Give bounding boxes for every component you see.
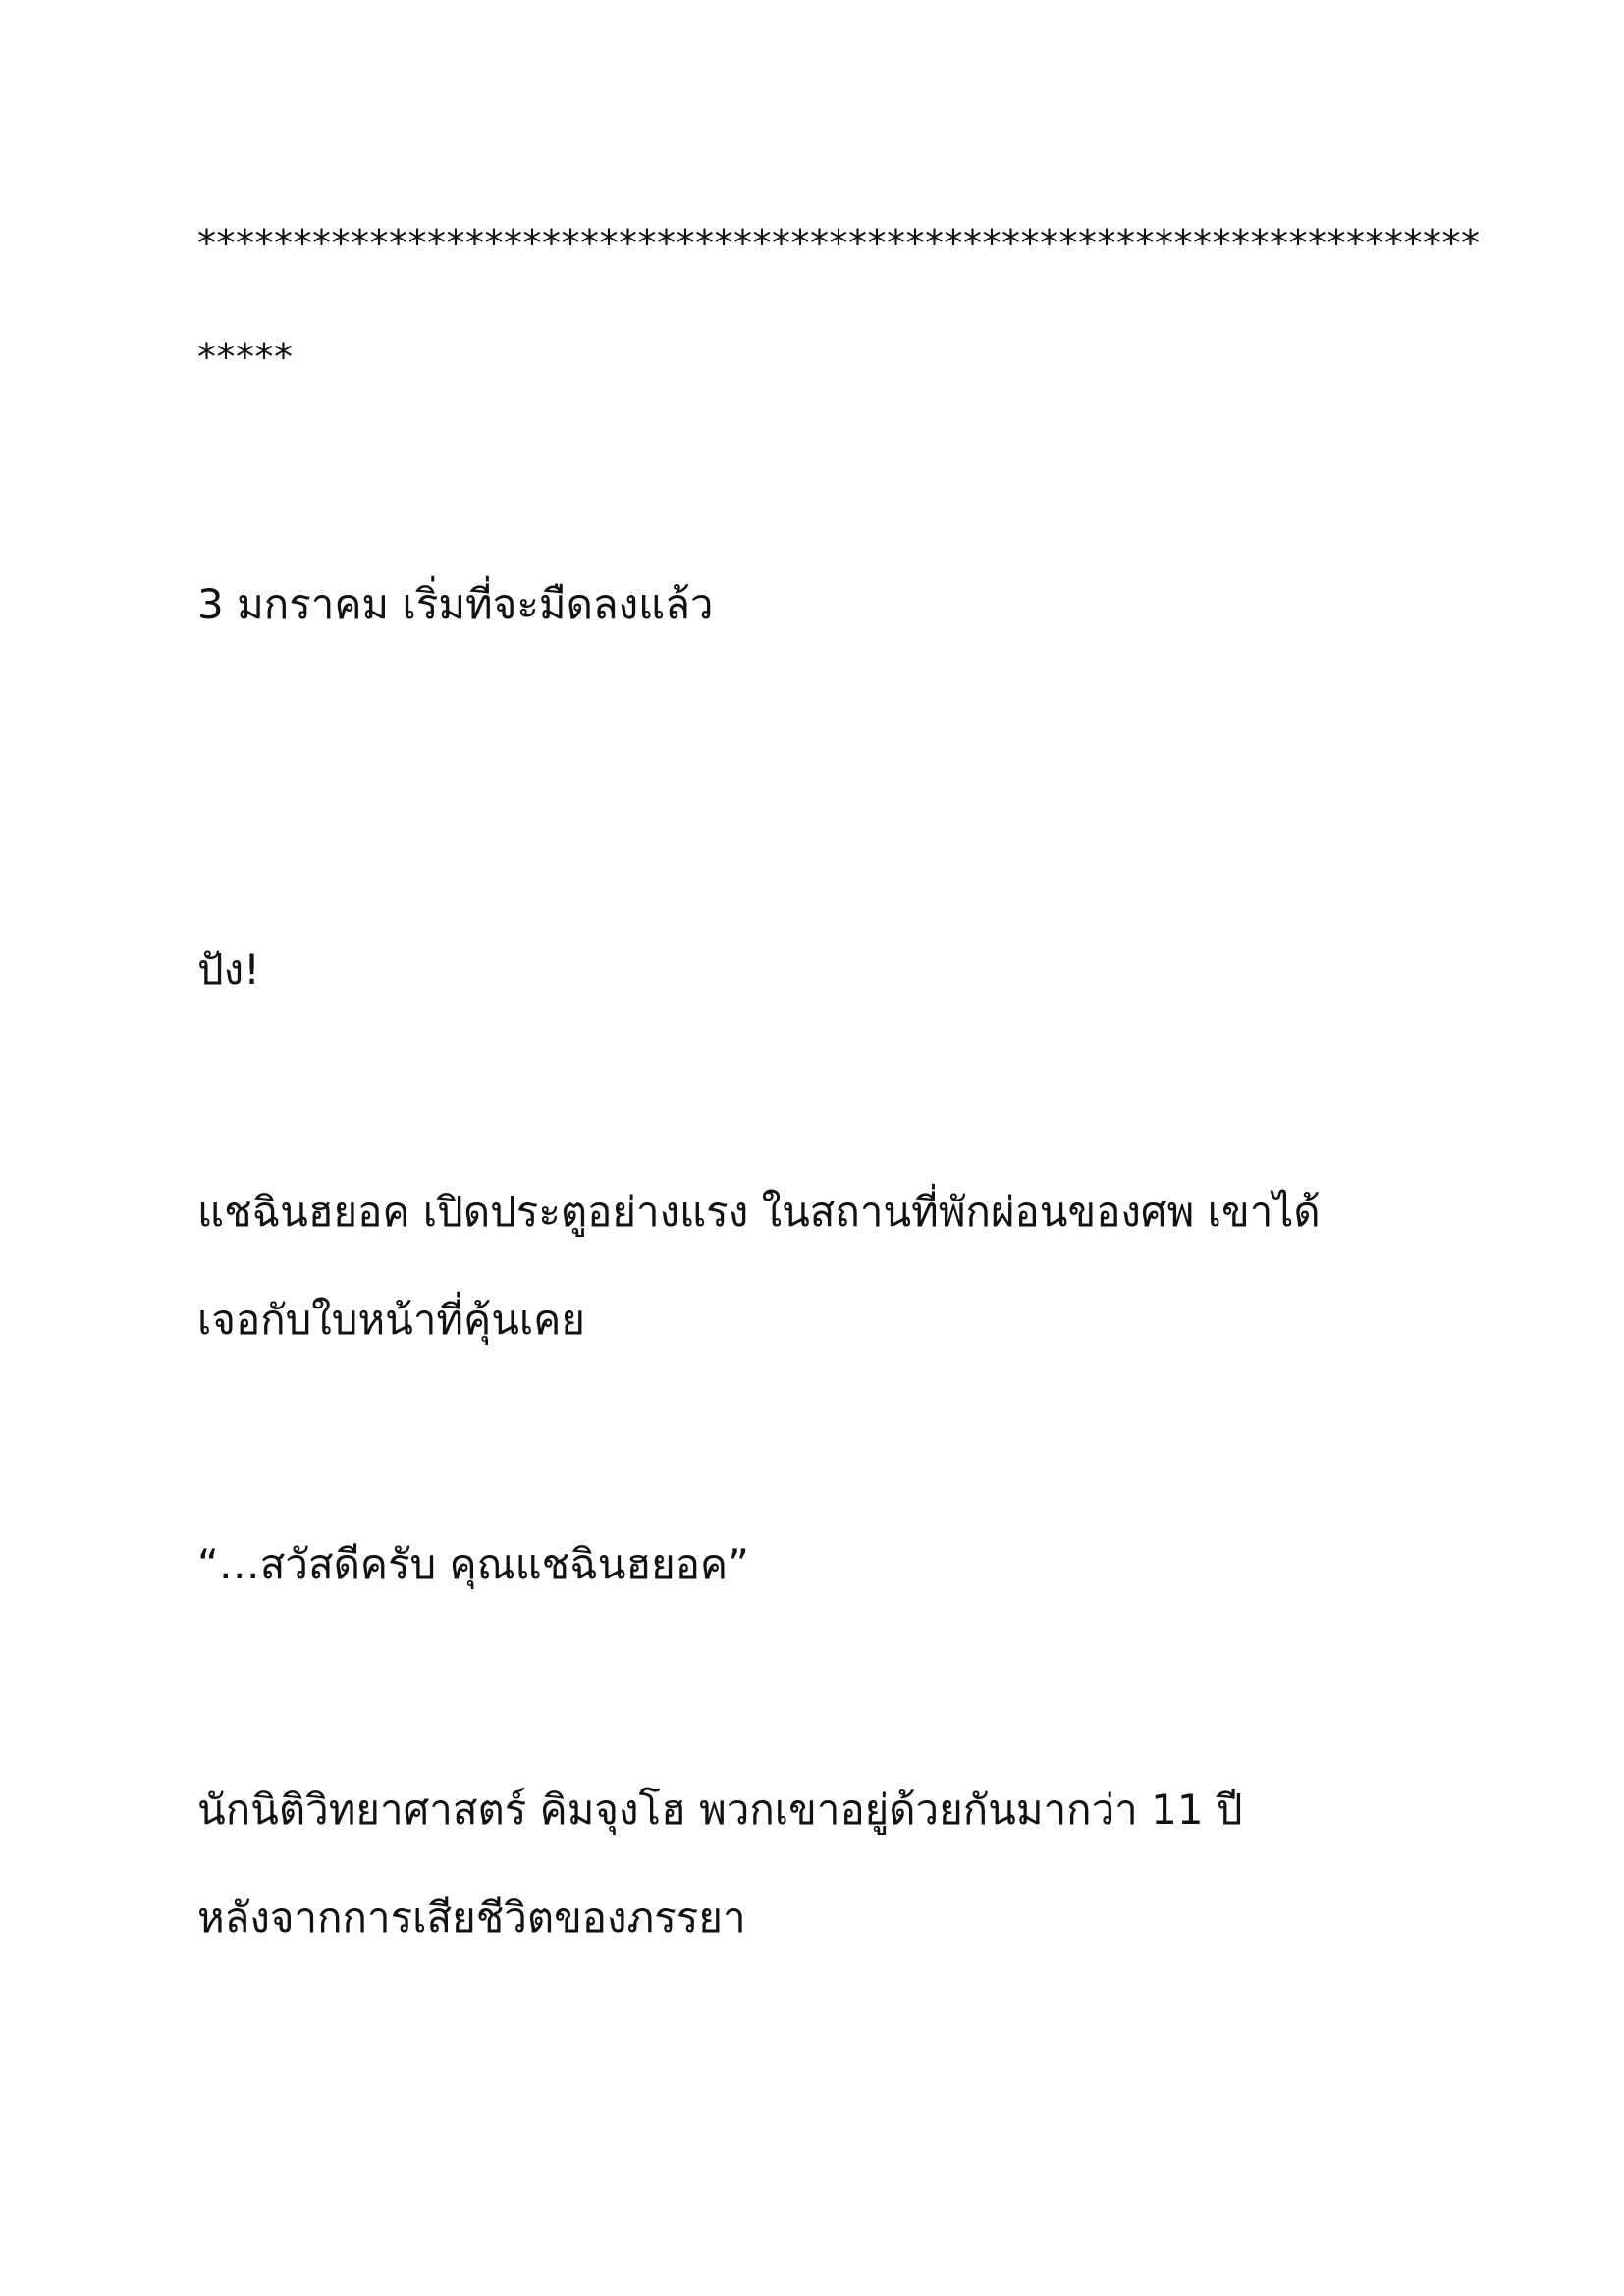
paragraph-line: เจอกับใบหน้าที่คุ้นเคย (197, 1296, 585, 1344)
paragraph-line: แชฉินฮยอค เปิดประตูอย่างแรง ในสถานที่พักผ่อนของศพ เขาได้ (197, 1188, 1321, 1236)
separator-asterisks: ******************************************************************* (197, 222, 1481, 265)
separator-asterisks-continued: ***** (197, 336, 294, 379)
paragraph-line: นักนิติวิทยาศาสตร์ คิมจุงโฮ พวกเขาอยู่ด้วยกันมากว่า 11 ปี (197, 1786, 1243, 1834)
paragraph-line: หลังจากการเสียชีวิตของภรรยา (197, 1894, 746, 1942)
date-line: 3 มกราคม เริ่มที่จะมืดลงแล้ว (197, 580, 714, 628)
dialogue-line: “…สวัสดีครับ คุณแชฉินฮยอค” (197, 1540, 749, 1588)
sound-effect-line: ปัง! (197, 945, 261, 993)
